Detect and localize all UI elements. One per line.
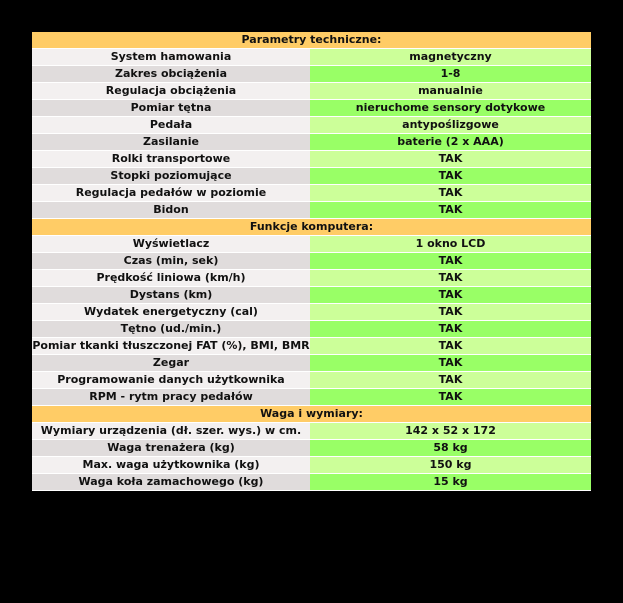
row-label: Pomiar tkanki tłuszczonej FAT (%), BMI, BMR (32, 338, 310, 355)
table-row (32, 304, 591, 321)
table-row (32, 287, 591, 304)
row-value: TAK (310, 338, 591, 355)
spec-table-body (32, 32, 591, 491)
row-value: TAK (310, 151, 591, 168)
row-value: 142 x 52 x 172 (310, 423, 591, 440)
table-row (32, 440, 591, 457)
table-row (32, 321, 591, 338)
table-row (32, 236, 591, 253)
row-label: Wyświetlacz (32, 236, 310, 253)
table-row (32, 355, 591, 372)
row-value: manualnie (310, 83, 591, 100)
row-value: TAK (310, 287, 591, 304)
section-header (32, 219, 591, 236)
row-label: Pedała (32, 117, 310, 134)
row-value: TAK (310, 270, 591, 287)
table-row (32, 338, 591, 355)
row-value: baterie (2 x AAA) (310, 134, 591, 151)
table-row (32, 117, 591, 134)
table-row (32, 66, 591, 83)
row-value: TAK (310, 202, 591, 219)
row-label: Stopki poziomujące (32, 168, 310, 185)
row-value: antypoślizgowe (310, 117, 591, 134)
table-row (32, 253, 591, 270)
table-row (32, 100, 591, 117)
row-value: TAK (310, 253, 591, 270)
section-title: Parametry techniczne: (32, 32, 591, 49)
section-header (32, 406, 591, 423)
table-row (32, 134, 591, 151)
spec-table (32, 32, 591, 491)
row-value: TAK (310, 185, 591, 202)
row-label: Dystans (km) (32, 287, 310, 304)
row-value: nieruchome sensory dotykowe (310, 100, 591, 117)
row-value: magnetyczny (310, 49, 591, 66)
row-label: Prędkość liniowa (km/h) (32, 270, 310, 287)
table-row (32, 423, 591, 440)
table-row (32, 389, 591, 406)
row-label: Zakres obciążenia (32, 66, 310, 83)
row-value: TAK (310, 168, 591, 185)
row-label: Tętno (ud./min.) (32, 321, 310, 338)
row-label: Waga koła zamachowego (kg) (32, 474, 310, 491)
row-label: RPM - rytm pracy pedałów (32, 389, 310, 406)
row-label: Pomiar tętna (32, 100, 310, 117)
table-row (32, 270, 591, 287)
row-label: Rolki transportowe (32, 151, 310, 168)
row-label: Zasilanie (32, 134, 310, 151)
row-value: TAK (310, 355, 591, 372)
row-value: 1-8 (310, 66, 591, 83)
row-value: 58 kg (310, 440, 591, 457)
table-row (32, 457, 591, 474)
table-row (32, 83, 591, 100)
row-label: Bidon (32, 202, 310, 219)
row-label: Waga trenażera (kg) (32, 440, 310, 457)
table-row (32, 185, 591, 202)
row-label: Regulacja pedałów w poziomie (32, 185, 310, 202)
row-label: Zegar (32, 355, 310, 372)
row-value: 1 okno LCD (310, 236, 591, 253)
row-label: Regulacja obciążenia (32, 83, 310, 100)
row-label: Wymiary urządzenia (dł. szer. wys.) w cm. (32, 423, 310, 440)
row-label: System hamowania (32, 49, 310, 66)
table-row (32, 151, 591, 168)
section-header (32, 32, 591, 49)
row-value: TAK (310, 389, 591, 406)
table-row (32, 168, 591, 185)
row-value: TAK (310, 321, 591, 338)
table-row (32, 474, 591, 491)
row-label: Programowanie danych użytkownika (32, 372, 310, 389)
row-label: Wydatek energetyczny (cal) (32, 304, 310, 321)
section-title: Funkcje komputera: (32, 219, 591, 236)
table-row (32, 202, 591, 219)
section-title: Waga i wymiary: (32, 406, 591, 423)
row-value: 150 kg (310, 457, 591, 474)
row-label: Czas (min, sek) (32, 253, 310, 270)
table-row (32, 49, 591, 66)
table-row (32, 372, 591, 389)
row-value: TAK (310, 372, 591, 389)
row-value: 15 kg (310, 474, 591, 491)
row-value: TAK (310, 304, 591, 321)
row-label: Max. waga użytkownika (kg) (32, 457, 310, 474)
